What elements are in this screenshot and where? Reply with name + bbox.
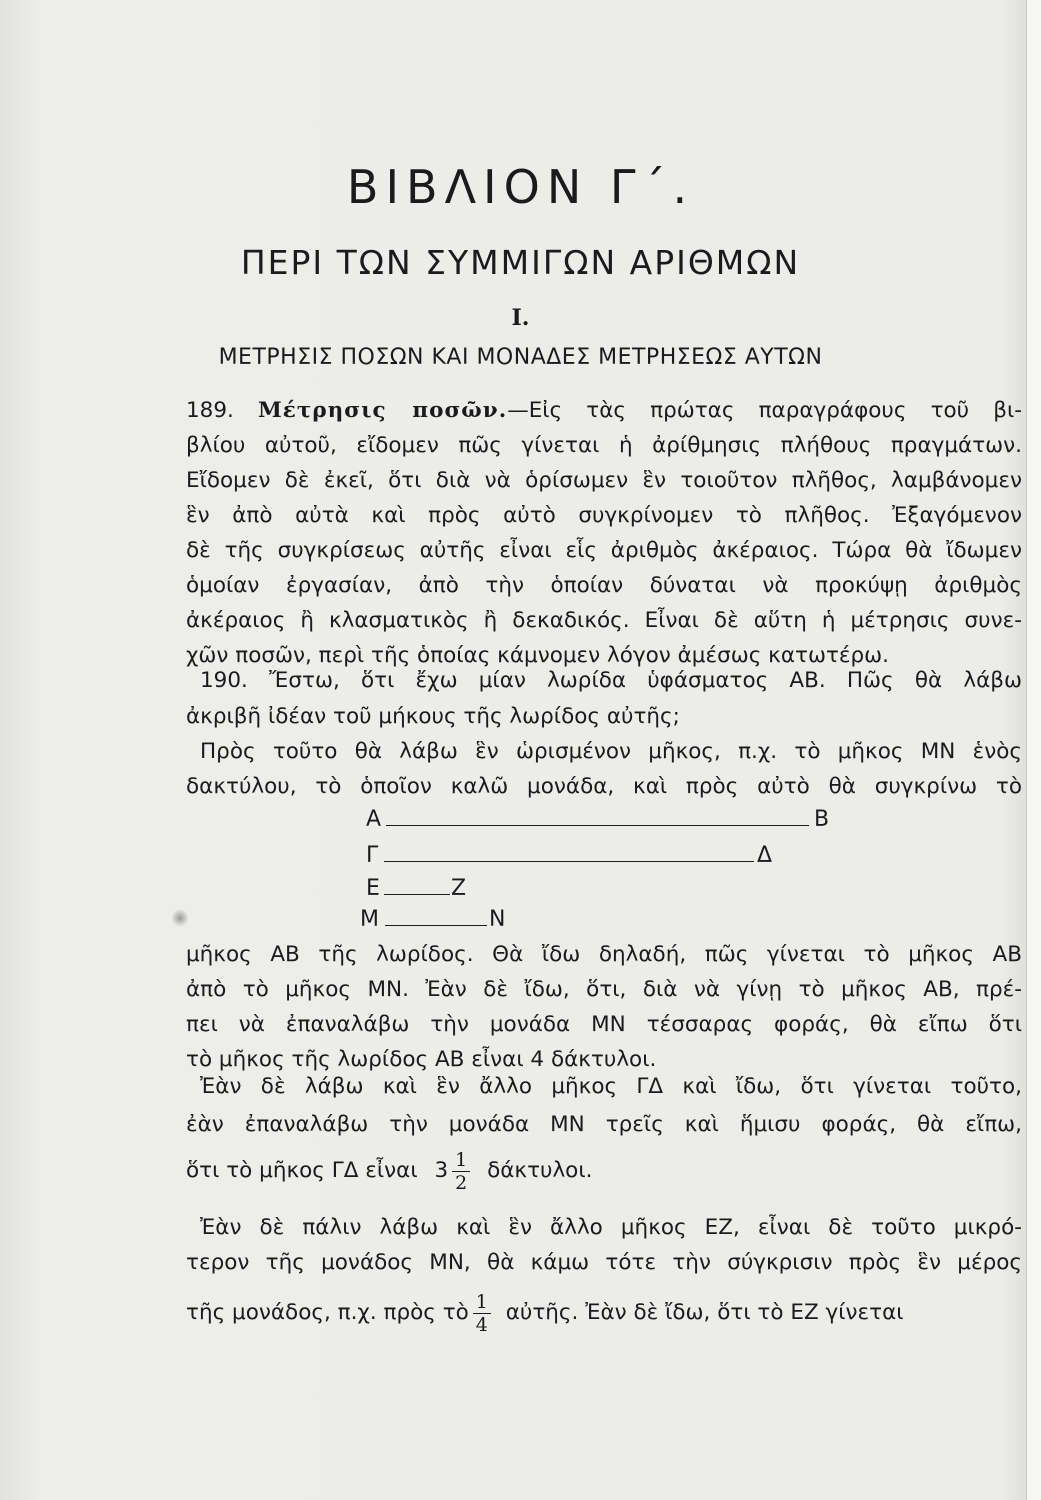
segment-label-end: Ν xyxy=(489,907,506,932)
fraction-line xyxy=(186,1290,904,1336)
fraction-denominator: 4 xyxy=(475,1313,488,1336)
fraction-line-text: δάκτυλοι. xyxy=(487,1158,593,1183)
paragraph-line: μῆκος ΑΒ τῆς λωρίδος. Θὰ ἴδω δηλαδή, πῶς γίνεται τὸ μῆκος ΑΒ xyxy=(186,942,1022,967)
paragraph-line: Ἐὰν δὲ πάλιν λάβω καὶ ἓν ἄλλο μῆκος ΕΖ, εἶναι δὲ τοῦτο μικρό- xyxy=(200,1215,1022,1240)
paragraph-line: ὁμοίαν ἐργασίαν, ἀπὸ τὴν ὁποίαν δύναται νὰ προκύψῃ ἀριθμὸς xyxy=(186,573,1022,598)
segment-gd-line xyxy=(384,861,754,862)
paragraph-line: βλίου αὐτοῦ, εἴδομεν πῶς γίνεται ἡ ἀρίθμησις πλήθους πραγμάτων. xyxy=(186,433,1022,458)
paragraph-line: ἐὰν ἐπαναλάβω τὴν μονάδα ΜΝ τρεῖς καὶ ἥμισυ φοράς, θὰ εἴπω, xyxy=(186,1112,1022,1137)
paragraph-line: χῶν ποσῶν, περὶ τῆς ὁποίας κάμνομεν λόγον ἀμέσως κατωτέρω. xyxy=(186,643,890,668)
paragraph-text: —Εἰς τὰς πρώτας παραγράφους τοῦ βι- xyxy=(507,398,1022,423)
paragraph-line: δακτύλου, τὸ ὁποῖον καλῶ μονάδα, καὶ πρὸς αὐτὸ θὰ συγκρίνω τὸ xyxy=(186,774,1022,799)
paragraph-line: ἓν ἀπὸ αὐτὰ καὶ πρὸς αὐτὸ συγκρίνομεν τὸ πλῆθος. Ἐξαγόμενον xyxy=(186,503,1022,528)
paragraph-line: Εἴδομεν δὲ ἐκεῖ, ὅτι διὰ νὰ ὁρίσωμεν ἓν τοιοῦτον πλῆθος, λαμβάνομεν xyxy=(186,468,1022,493)
segment-label-start: Γ xyxy=(366,843,379,868)
segment-label-start: Α xyxy=(366,807,382,832)
fraction-line xyxy=(186,1148,592,1194)
fraction-numerator: 1 xyxy=(473,1291,491,1314)
fraction-denominator: 2 xyxy=(455,1171,468,1194)
section-number: Ι. xyxy=(511,305,530,331)
book-title: ΒΙΒΛΙΟΝ Γ΄. xyxy=(346,160,695,214)
segment-label-end: Β xyxy=(814,807,830,832)
segment-mn-line xyxy=(385,925,487,926)
paragraph-line xyxy=(186,396,1022,426)
paragraph-line: δὲ τῆς συγκρίσεως αὐτῆς εἶναι εἷς ἀριθμὸς ἀκέραιος. Τώρα θὰ ἴδωμεν xyxy=(186,538,1022,563)
paragraph-line: ἀκριβῆ ἰδέαν τοῦ μήκους τῆς λωρίδος αὐτῆς; xyxy=(186,704,680,729)
paragraph-number: 189. xyxy=(186,398,234,423)
paragraph-line: Ἐὰν δὲ λάβω καὶ ἓν ἄλλο μῆκος ΓΔ καὶ ἴδω, ὅτι γίνεται τοῦτο, xyxy=(200,1074,1022,1099)
fraction-one-quarter xyxy=(473,1291,491,1336)
chapter-title: ΠΕΡΙ ΤΩΝ ΣΥΜΜΙΓΩΝ ΑΡΙΘΜΩΝ xyxy=(240,243,801,282)
paragraph-line: ἀκέραιος ἢ κλασματικὸς ἢ δεκαδικός. Εἶναι δὲ αὕτη ἡ μέτρησις συνε- xyxy=(186,608,1022,633)
segment-ez-line xyxy=(384,894,450,895)
fraction-line-text: αὐτῆς. Ἐὰν δὲ ἴδω, ὅτι τὸ ΕΖ γίνεται xyxy=(505,1300,904,1325)
page-edge xyxy=(1026,0,1041,1500)
segment-label-start: Μ xyxy=(360,907,379,932)
segment-label-start: Ε xyxy=(366,876,380,901)
paragraph-line: 190. Ἔστω, ὅτι ἔχω μίαν λωρίδα ὑφάσματος ΑΒ. Πῶς θὰ λάβω xyxy=(200,668,1022,693)
paragraph-line: τερον τῆς μονάδος ΜΝ, θὰ κάμω τότε τὴν σύγκρισιν πρὸς ἓν μέρος xyxy=(186,1250,1022,1275)
segment-ab-line xyxy=(386,825,809,826)
fraction-line-text: ὅτι τὸ μῆκος ΓΔ εἶναι xyxy=(186,1158,418,1183)
segment-label-end: Ζ xyxy=(451,876,467,901)
mixed-whole: 3 xyxy=(434,1158,449,1183)
segment-label-end: Δ xyxy=(757,843,773,868)
fraction-line-text: τῆς μονάδος, π.χ. πρὸς τὸ xyxy=(186,1300,469,1325)
paragraph-line: Πρὸς τοῦτο θὰ λάβω ἓν ὡρισμένον μῆκος, π.χ. τὸ μῆκος ΜΝ ἑνὸς xyxy=(200,739,1022,764)
section-title: ΜΕΤΡΗΣΙΣ ΠΟΣΩΝ ΚΑΙ ΜΟΝΑΔΕΣ ΜΕΤΡΗΣΕΩΣ ΑΥΤΩΝ xyxy=(218,345,823,370)
paragraph-line: πει νὰ ἐπαναλάβω τὴν μονάδα ΜΝ τέσσαρας φοράς, θὰ εἴπω ὅτι xyxy=(186,1012,1022,1037)
print-smudge xyxy=(172,908,188,928)
paragraph-line: ἀπὸ τὸ μῆκος ΜΝ. Ἐὰν δὲ ἴδω, ὅτι, διὰ νὰ γίνῃ τὸ μῆκος ΑΒ, πρέ- xyxy=(186,977,1022,1002)
fraction-one-half xyxy=(452,1149,470,1194)
paragraph-heading: Μέτρησις ποσῶν. xyxy=(258,398,508,423)
paragraph-line: τὸ μῆκος τῆς λωρίδος ΑΒ εἶναι 4 δάκτυλοι. xyxy=(186,1047,657,1072)
fraction-numerator: 1 xyxy=(452,1149,470,1172)
